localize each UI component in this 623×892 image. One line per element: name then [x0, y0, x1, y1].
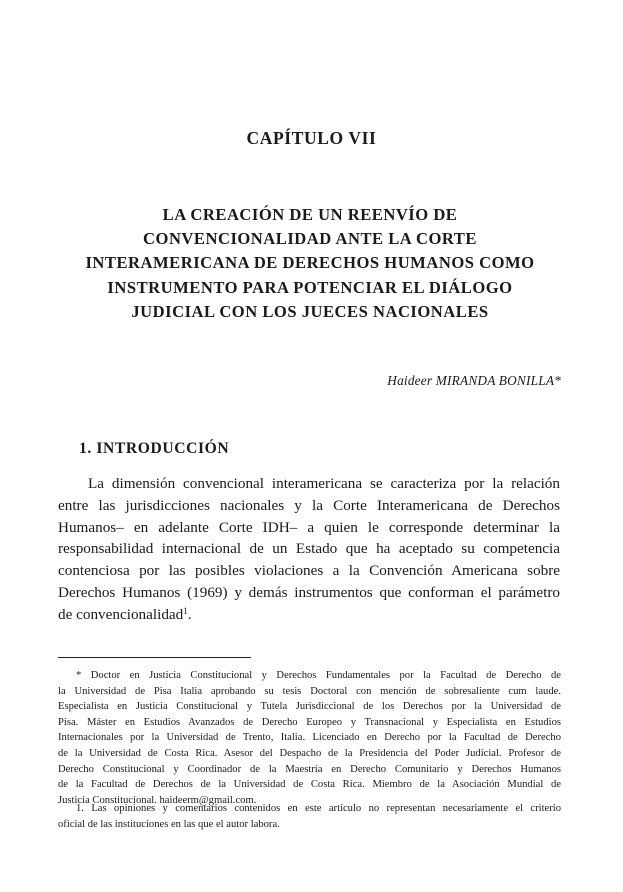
paragraph-line: entre las jurisdicciones nacionales y la Corte Interamericana de Derechos — [58, 496, 560, 514]
footnote-separator — [58, 657, 251, 658]
article-title — [40, 203, 580, 324]
footnote-line: oficial de las instituciones en las que el autor labora. — [58, 818, 280, 830]
paragraph-line: La dimensión convencional interamericana se caracteriza por la relación — [88, 475, 560, 492]
paragraph-line: Humanos– en adelante Corte IDH– a quien le corresponde determinar la — [58, 518, 560, 536]
paragraph-line — [58, 604, 560, 626]
footnote-line: Derecho Constitucional y Coordinador de la Maestría en Derecho Comunitario y Derechos Humanos — [58, 763, 561, 775]
paragraph-line: Derechos Humanos (1969) y demás instrumentos que conforman el parámetro — [58, 583, 560, 601]
paragraph-line: contenciosa por las posibles violaciones a la Convención Americana sobre — [58, 562, 560, 580]
title-line: LA CREACIÓN DE UN REENVÍO DE — [162, 205, 458, 224]
footnote-line: * Doctor en Justicia Constitucional y Derechos Fundamentales por la Facultad de Derecho de — [76, 670, 561, 681]
title-line: INTERAMERICANA DE DERECHOS HUMANOS COMO — [85, 253, 535, 273]
footnote-line: Justicia Constitucional. haideerm@gmail.com. — [58, 794, 257, 806]
author-name: Haideer MIRANDA BONILLA* — [387, 373, 561, 388]
chapter-heading: CAPÍTULO VII — [246, 128, 377, 148]
footnote-1 — [58, 801, 561, 832]
title-line: CONVENCIONALIDAD ANTE LA CORTE — [143, 229, 477, 249]
paragraph-line-text: de convencionalidad — [58, 605, 184, 623]
footnote-line: Pisa. Máster en Estudios Avanzados de Derecho Europeo y Transnacional y Especialista en Estudios — [58, 716, 561, 728]
author-footnote — [58, 668, 561, 808]
paragraph-period: . — [187, 605, 192, 623]
footnote-line: la Universidad de Pisa Italia aprobando su tesis Doctoral con mención de sobresaliente cum laude. — [58, 685, 561, 697]
body-paragraph — [58, 473, 560, 626]
title-line: INSTRUMENTO PARA POTENCIAR EL DIÁLOGO — [107, 277, 513, 297]
title-line: JUDICIAL CON LOS JUECES NACIONALES — [131, 301, 489, 321]
section-heading: 1. INTRODUCCIÓN — [79, 440, 230, 457]
footnote-line: de la Facultad de Derechos de la Universidad de Costa Rica. Miembro de la Asociación Mundial de — [58, 779, 561, 791]
footnote-line: de la Universidad de Costa Rica. Asesor del Despacho de la Presidencia del Poder Judicial. Profesor de — [58, 747, 561, 759]
footnote-line: Internacionales por la Universidad de Trento, Italia. Licenciado en Derecho por la Facultad de Derecho — [58, 732, 561, 744]
paragraph-line: responsabilidad internacional de un Estado que ha aceptado su competencia — [58, 540, 560, 558]
footnote-line: 1. Las opiniones y comentarios contenidos en este artículo no representan necesariamente el criterio — [76, 803, 561, 814]
footnote-ref[interactable]: 1 — [183, 605, 188, 616]
footnote-line: Especialista en Justicia Constitucional y Tutela Jurisdiccional de los Derechos por la Universidad de — [58, 701, 561, 713]
